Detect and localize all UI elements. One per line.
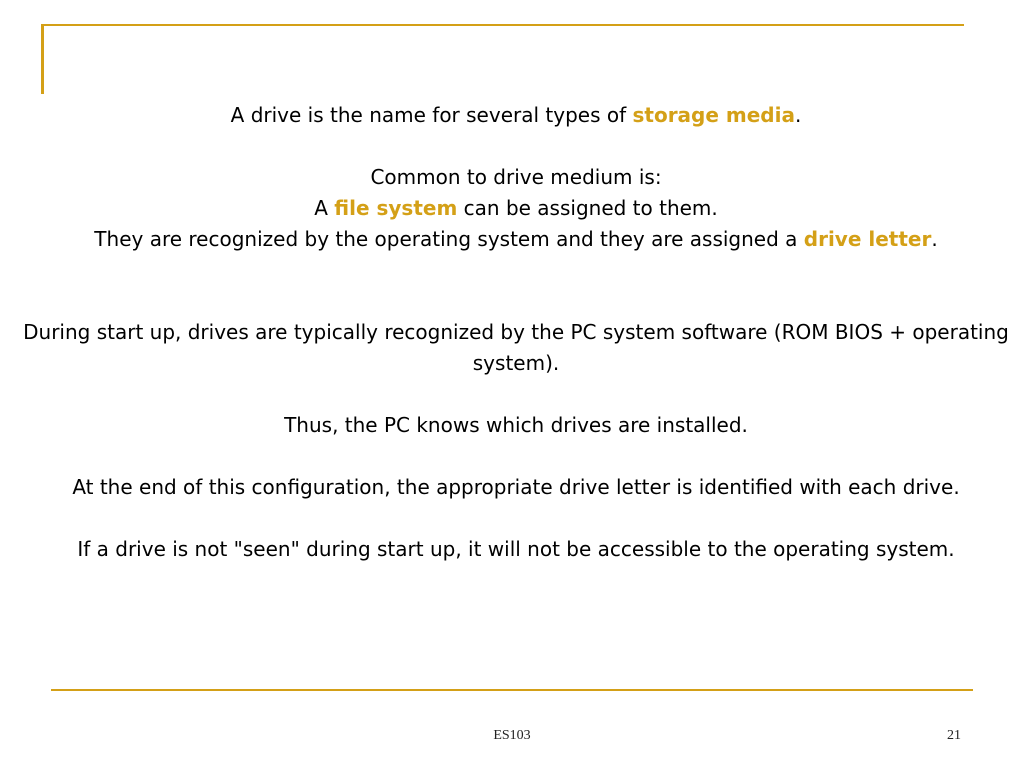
spacer [20,441,1012,472]
spacer [20,131,1012,162]
startup-paragraph: During start up, drives are typically recognized by the PC system software (ROM BIOS + operating system). [23,320,1009,375]
file-system-line [20,193,1012,224]
configuration-paragraph: At the end of this configuration, the appropriate drive letter is identified with each drive. [72,475,960,499]
spacer [20,255,1012,317]
intro-line [20,100,1012,131]
drive-letter-line [20,224,1012,255]
slide-body [20,100,1012,565]
knows-paragraph: Thus, the PC knows which drives are installed. [284,413,748,437]
storage-media-term: storage media [632,103,795,127]
spacer [20,503,1012,534]
drive-letter-period: . [931,227,938,251]
spacer [20,379,1012,410]
intro-period: . [794,103,802,127]
file-system-suffix: can be assigned to them. [457,196,718,220]
page-number: 21 [947,728,961,743]
common-line: Common to drive medium is: [370,165,662,189]
not-seen-paragraph: If a drive is not "seen" during start up, it will not be accessible to the operating system. [77,537,955,561]
bottom-rule [51,689,973,691]
footer-course: ES103 [493,728,531,743]
left-rule [41,24,44,94]
intro-text: A drive is the name for several types of [230,103,633,127]
file-system-prefix: A [314,196,335,220]
file-system-term: file system [334,196,458,220]
drive-letter-prefix: They are recognized by the operating system and they are assigned a [94,227,804,251]
drive-letter-term: drive letter [803,227,932,251]
top-rule [42,24,964,26]
